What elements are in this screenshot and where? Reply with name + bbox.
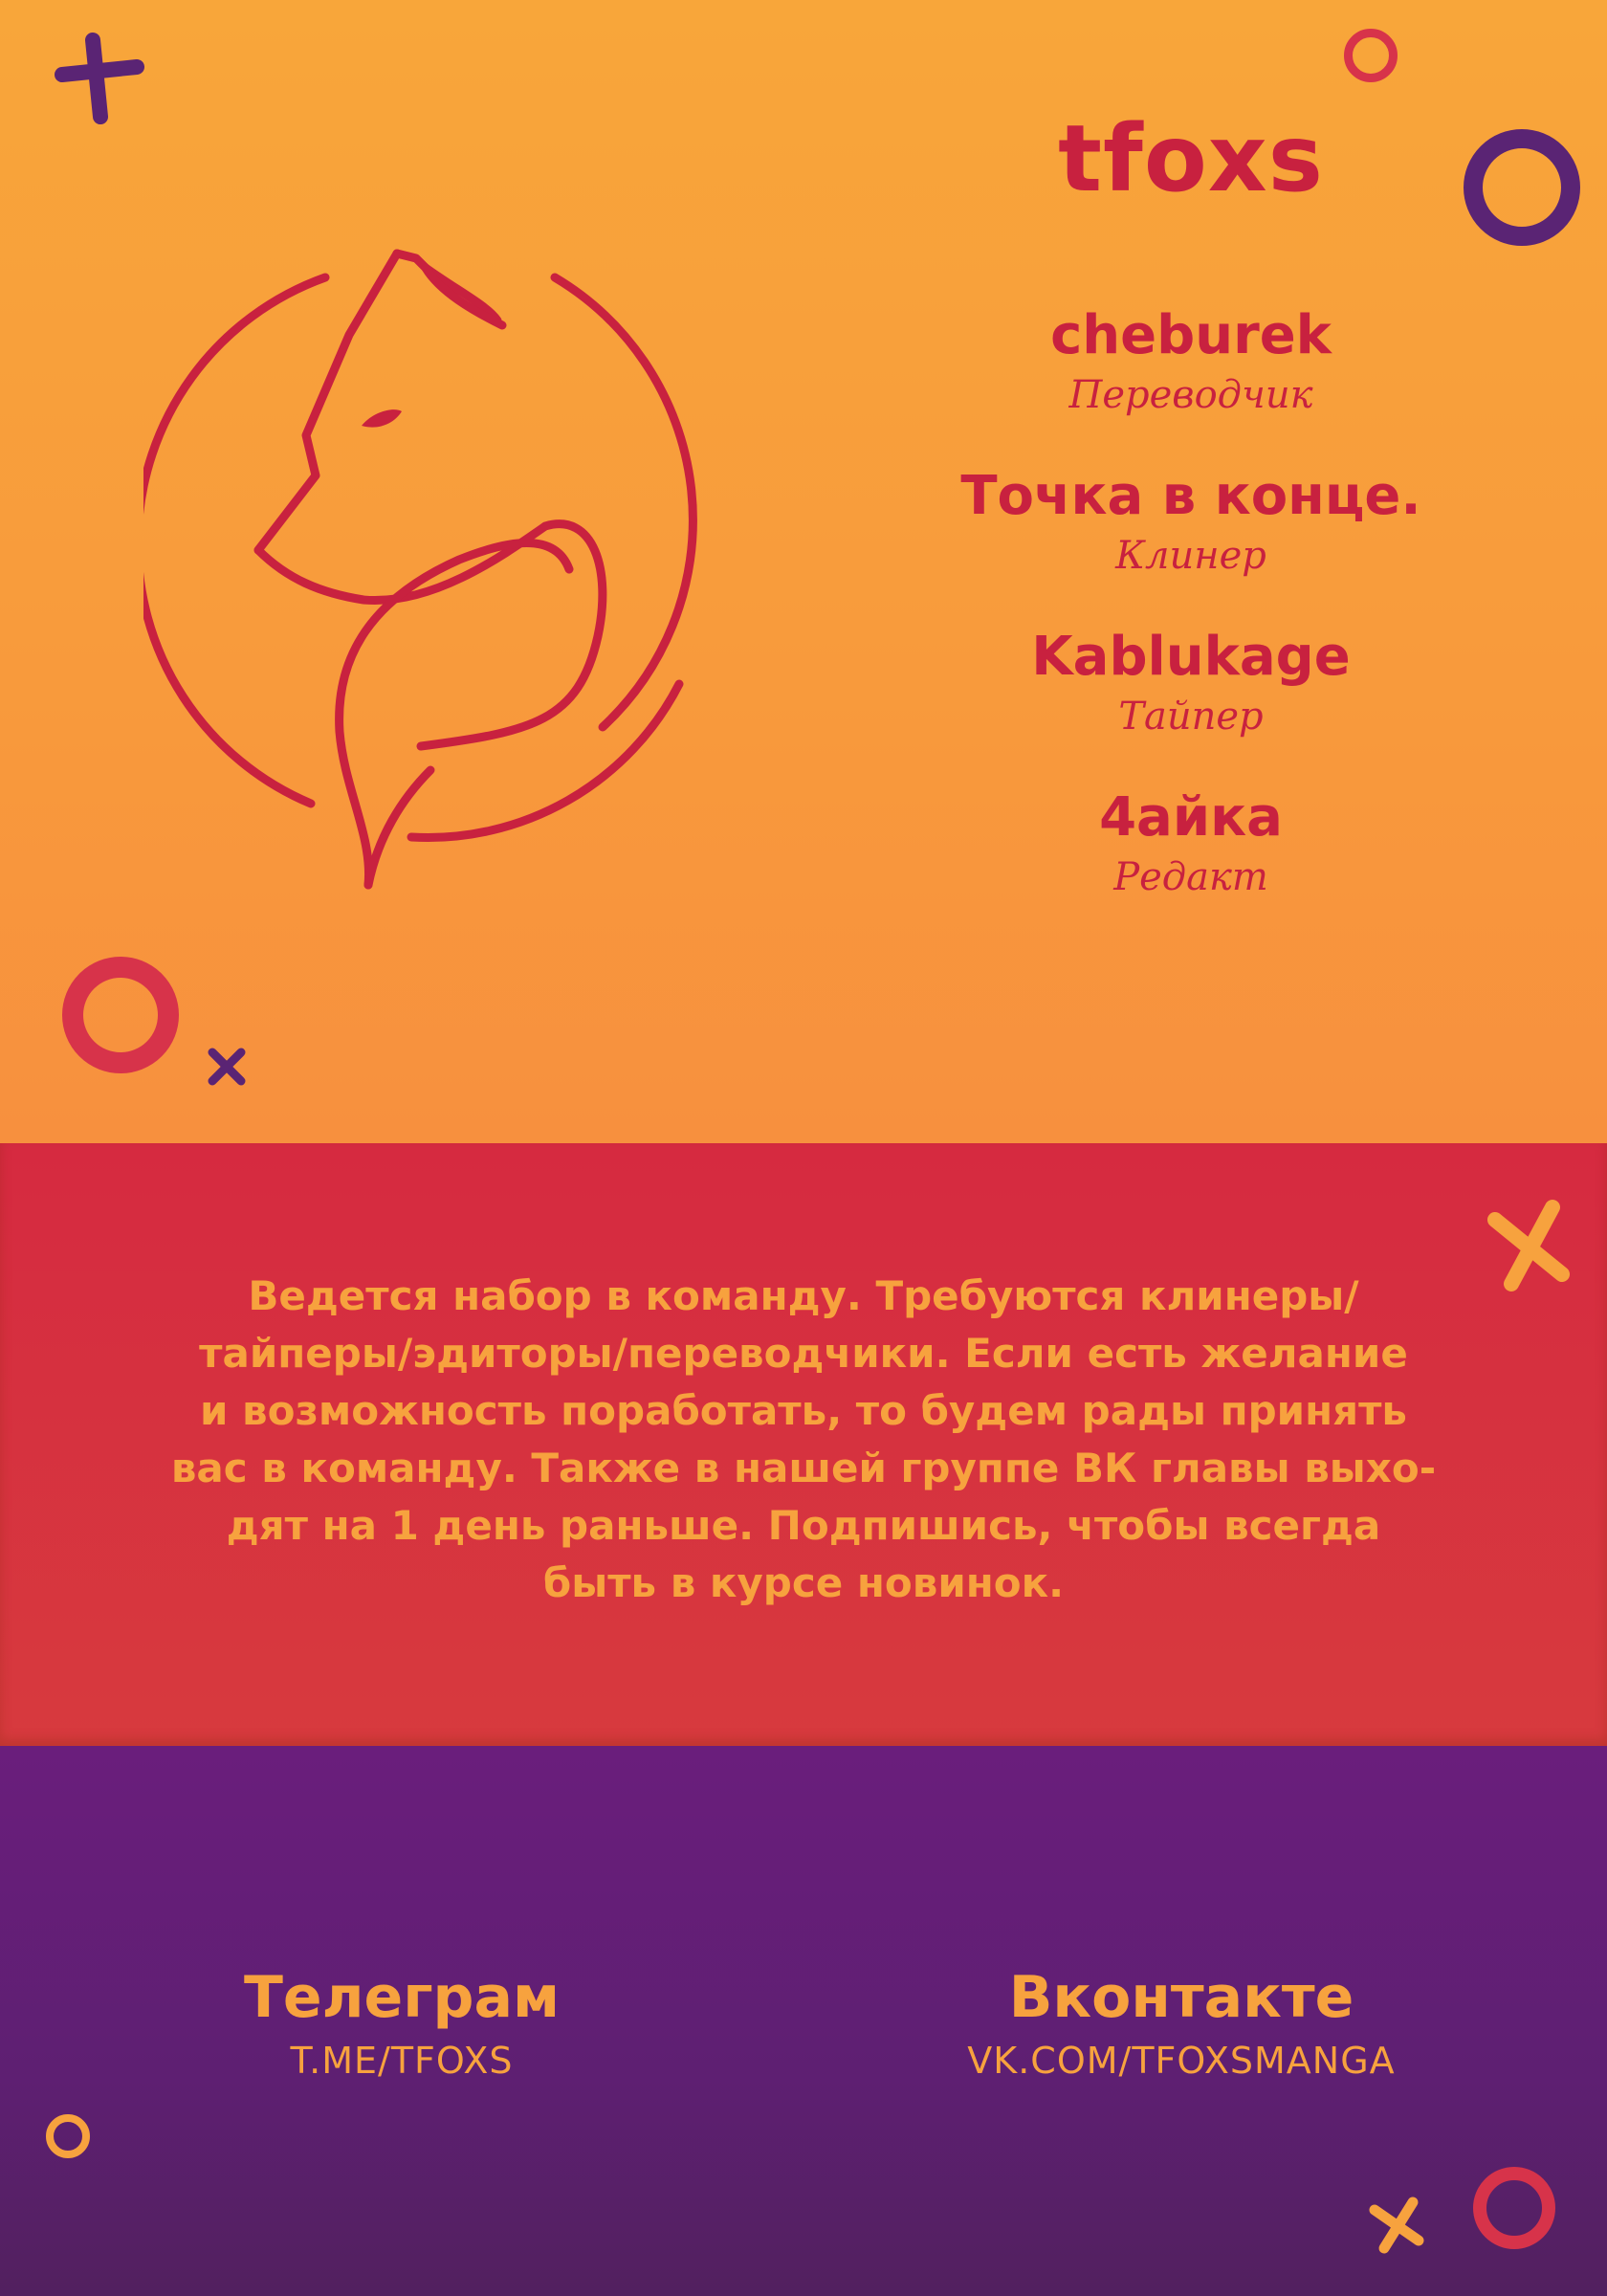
ring-icon: [1464, 129, 1580, 246]
credit-item: [942, 301, 1440, 420]
cross-icon: [1478, 1196, 1578, 1296]
credit-role: Редакт: [1113, 855, 1268, 899]
recruitment-notice: [143, 1268, 1464, 1612]
notice-line: и возможность поработать, то будем рады принять: [200, 1387, 1407, 1434]
plus-icon: [43, 29, 148, 134]
credit-name: Точка в конце.: [960, 465, 1421, 527]
credit-name: Kablukage: [1031, 626, 1351, 688]
vk-title: Вконтакте: [1008, 1964, 1354, 2031]
credits-panel: [0, 0, 1607, 1143]
credits-list: [942, 301, 1440, 944]
notice-line: вас в команду. Также в нашей группе ВК главы выхо-: [170, 1445, 1437, 1491]
cross-icon: [1363, 2191, 1430, 2258]
vk-link[interactable]: VK.COM/TFOXSMANGA: [967, 2040, 1396, 2082]
ring-icon: [46, 2114, 90, 2158]
credit-name: cheburek: [1050, 304, 1332, 366]
notice-line: быть в курсе новинок.: [542, 1559, 1065, 1606]
ring-icon: [1344, 29, 1398, 82]
ring-icon: [1473, 2167, 1555, 2249]
credit-item: [942, 784, 1440, 902]
credit-role: Тайпер: [1118, 695, 1264, 739]
fox-logo-icon: [143, 225, 756, 894]
notice-line: тайперы/эдиторы/переводчики. Если есть желание: [199, 1330, 1408, 1377]
telegram-link[interactable]: T.ME/TFOXS: [290, 2040, 514, 2082]
credit-item: [942, 462, 1440, 581]
credit-item: [942, 623, 1440, 741]
telegram-block: [105, 1961, 698, 2087]
vk-block: [885, 1961, 1478, 2087]
credit-role: Клинер: [1115, 534, 1266, 578]
ring-icon: [62, 957, 179, 1073]
notice-line: дят на 1 день раньше. Подпишись, чтобы всегда: [226, 1502, 1381, 1549]
credit-name: 4айка: [1099, 786, 1283, 849]
telegram-title: Телеграм: [243, 1964, 561, 2031]
group-name: tfoxs: [1058, 105, 1324, 212]
cross-icon: [203, 1043, 251, 1091]
notice-line: Ведется набор в команду. Требуются клинеры/: [248, 1272, 1359, 1319]
credit-role: Переводчик: [1068, 373, 1313, 417]
